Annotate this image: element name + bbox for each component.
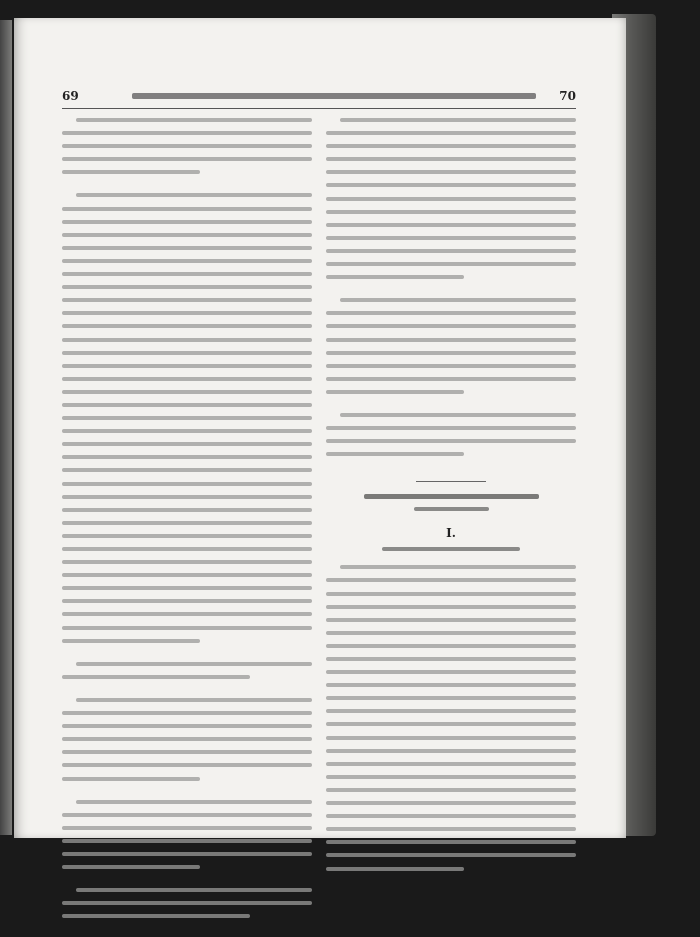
text-line-placeholder xyxy=(62,455,312,459)
paragraph-gap xyxy=(62,183,312,193)
text-line-placeholder xyxy=(326,592,576,596)
paragraph xyxy=(62,662,312,679)
text-line-placeholder xyxy=(76,118,312,122)
text-line-placeholder xyxy=(62,813,312,817)
text-line-placeholder xyxy=(62,338,312,342)
left-column xyxy=(62,118,312,818)
running-header-text-placeholder xyxy=(132,93,536,99)
text-line-placeholder xyxy=(326,249,576,253)
text-line-placeholder xyxy=(62,724,312,728)
right-column xyxy=(326,118,576,818)
text-line-placeholder xyxy=(62,573,312,577)
text-line-placeholder xyxy=(326,578,576,582)
text-line-placeholder xyxy=(62,547,312,551)
paragraph-gap xyxy=(326,288,576,298)
text-line-placeholder xyxy=(326,696,576,700)
text-line-placeholder xyxy=(62,429,312,433)
text-line-placeholder xyxy=(62,377,312,381)
text-line-placeholder xyxy=(326,210,576,214)
text-line-placeholder xyxy=(326,426,576,430)
header-rule xyxy=(62,108,576,109)
text-line-placeholder xyxy=(62,586,312,590)
text-line-placeholder xyxy=(76,888,312,892)
text-line-placeholder xyxy=(326,275,464,279)
text-line-placeholder xyxy=(326,197,576,201)
text-line-placeholder xyxy=(326,840,576,844)
text-line-placeholder xyxy=(62,839,312,843)
text-line-placeholder xyxy=(340,565,576,569)
text-line-placeholder xyxy=(62,826,312,830)
article-author-placeholder xyxy=(414,507,489,511)
text-line-placeholder xyxy=(326,390,464,394)
text-line-placeholder xyxy=(326,452,464,456)
text-line-placeholder xyxy=(62,131,312,135)
text-line-placeholder xyxy=(326,311,576,315)
paragraph xyxy=(326,298,576,394)
text-line-placeholder xyxy=(62,157,312,161)
text-line-placeholder xyxy=(62,298,312,302)
text-line-placeholder xyxy=(326,736,576,740)
text-line-placeholder xyxy=(326,131,576,135)
text-line-placeholder xyxy=(326,762,576,766)
text-line-placeholder xyxy=(62,599,312,603)
text-line-placeholder xyxy=(326,324,576,328)
text-line-placeholder xyxy=(62,285,312,289)
text-line-placeholder xyxy=(326,631,576,635)
text-line-placeholder xyxy=(62,508,312,512)
paragraph-gap xyxy=(62,688,312,698)
text-line-placeholder xyxy=(62,560,312,564)
text-line-placeholder xyxy=(326,223,576,227)
adjacent-page-edge xyxy=(0,20,12,835)
text-line-placeholder xyxy=(62,416,312,420)
paragraph-gap xyxy=(326,465,576,475)
text-line-placeholder xyxy=(326,814,576,818)
text-line-placeholder xyxy=(62,626,312,630)
page-number-right: 70 xyxy=(559,89,576,103)
text-line-placeholder xyxy=(62,272,312,276)
text-line-placeholder xyxy=(76,193,312,197)
text-line-placeholder xyxy=(62,144,312,148)
text-line-placeholder xyxy=(326,853,576,857)
text-line-placeholder xyxy=(326,377,576,381)
text-line-placeholder xyxy=(326,683,576,687)
text-line-placeholder xyxy=(62,865,200,869)
section-number: I. xyxy=(446,526,456,541)
text-line-placeholder xyxy=(62,534,312,538)
paragraph xyxy=(62,888,312,918)
text-line-placeholder xyxy=(326,439,576,443)
text-line-placeholder xyxy=(326,338,576,342)
text-line-placeholder xyxy=(62,468,312,472)
paragraph-gap xyxy=(62,927,312,937)
text-line-placeholder xyxy=(326,827,576,831)
paragraph-gap xyxy=(62,652,312,662)
text-line-placeholder xyxy=(62,390,312,394)
paragraph xyxy=(62,118,312,174)
article-heading-placeholder xyxy=(364,494,539,499)
text-line-placeholder xyxy=(326,351,576,355)
text-line-placeholder xyxy=(62,901,312,905)
text-line-placeholder xyxy=(62,763,312,767)
text-line-placeholder xyxy=(62,675,250,679)
text-line-placeholder xyxy=(326,236,576,240)
text-line-placeholder xyxy=(62,259,312,263)
text-line-placeholder xyxy=(62,207,312,211)
text-line-placeholder xyxy=(62,324,312,328)
text-line-placeholder xyxy=(326,183,576,187)
text-line-placeholder xyxy=(76,800,312,804)
text-line-placeholder xyxy=(326,605,576,609)
text-line-placeholder xyxy=(62,521,312,525)
text-line-placeholder xyxy=(62,612,312,616)
text-line-placeholder xyxy=(62,852,312,856)
text-line-placeholder xyxy=(62,364,312,368)
text-line-placeholder xyxy=(326,709,576,713)
text-line-placeholder xyxy=(62,351,312,355)
text-line-placeholder xyxy=(62,220,312,224)
text-line-placeholder xyxy=(340,298,576,302)
paragraph xyxy=(326,565,576,870)
text-line-placeholder xyxy=(62,311,312,315)
text-line-placeholder xyxy=(62,914,250,918)
text-line-placeholder xyxy=(326,262,576,266)
text-line-placeholder xyxy=(326,157,576,161)
text-line-placeholder xyxy=(326,670,576,674)
text-line-placeholder xyxy=(62,711,312,715)
paragraph xyxy=(62,698,312,781)
text-line-placeholder xyxy=(326,618,576,622)
paragraph xyxy=(326,118,576,279)
paragraph xyxy=(62,193,312,642)
paragraph xyxy=(62,800,312,869)
text-line-placeholder xyxy=(62,639,200,643)
text-line-placeholder xyxy=(326,657,576,661)
text-line-placeholder xyxy=(62,777,200,781)
text-line-placeholder xyxy=(62,246,312,250)
paragraph-gap xyxy=(62,790,312,800)
text-line-placeholder xyxy=(62,403,312,407)
text-line-placeholder xyxy=(62,750,312,754)
text-line-placeholder xyxy=(326,801,576,805)
text-line-placeholder xyxy=(326,170,576,174)
page-number-left: 69 xyxy=(62,89,79,103)
text-line-placeholder xyxy=(62,233,312,237)
scanned-page xyxy=(14,18,626,838)
paragraph xyxy=(326,413,576,456)
text-line-placeholder xyxy=(62,442,312,446)
text-line-placeholder xyxy=(340,118,576,122)
text-line-placeholder xyxy=(326,644,576,648)
text-line-placeholder xyxy=(62,482,312,486)
text-line-placeholder xyxy=(62,737,312,741)
text-line-placeholder xyxy=(326,722,576,726)
text-line-placeholder xyxy=(340,413,576,417)
text-line-placeholder xyxy=(326,364,576,368)
paragraph-gap xyxy=(326,403,576,413)
text-line-placeholder xyxy=(326,867,464,871)
paragraph-gap xyxy=(62,878,312,888)
article-subheading-placeholder xyxy=(382,547,520,551)
text-line-placeholder xyxy=(326,788,576,792)
section-divider xyxy=(416,481,486,482)
text-line-placeholder xyxy=(76,662,312,666)
text-line-placeholder xyxy=(76,698,312,702)
running-header xyxy=(62,88,576,104)
text-line-placeholder xyxy=(62,170,200,174)
text-line-placeholder xyxy=(326,144,576,148)
paragraph-gap xyxy=(326,880,576,890)
text-line-placeholder xyxy=(326,749,576,753)
text-line-placeholder xyxy=(62,495,312,499)
text-line-placeholder xyxy=(326,775,576,779)
